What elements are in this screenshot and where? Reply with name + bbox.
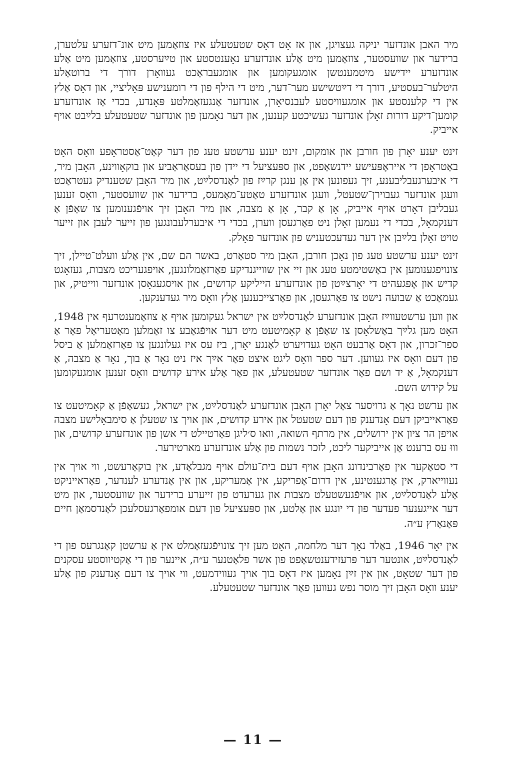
paragraph-4: און ווען ערשטעווײַז האָבן אונדזערע לאַנדסלײַט אין ישראל געקומען אויף אַ צוזאַמענטרעף אין 1948, האָט מען גלײַך באַשלאָסן צו שאַפֿן אַ קאָמיטעט מיט דער אויפֿגאַבע צו זאַמלען מאַטעריאַל פאַר אַ ספר־זכרון, און דאָס אַרבעט האָט געדויערט לאַנגע יאָרן, ביז עס איז געלונגען צו פאַרזאַמלען אַ ביסל פון דעם וואָס איז געווען. דער ספר וואָס ליגט איצט פאַר אײַך איז ניט נאָר אַ בוך, נאָר אַ מצבה, אַ דענקמאָל, אַ יד ושם פאַר אונדזער שטעטעלע, און פאַר אַלע אירע קדושים וואָס זענען אומגעקומען על קידוש השם. <box>54 310 458 394</box>
document-page <box>54 38 458 728</box>
page-number: — 11 — <box>223 733 283 748</box>
paragraph-1: מיר האבן אונדזער יניקה געצויגן, און אז אָט דאָס שטעטעלע איז צוזאַמען מיט אונ־דזערע עלטערן, ברידער און שוועסטער, צוזאַמען מיט אַלע אונדזערע נאָענטסטע און טײַערסטע, צוזאַמען מיט אַלע אונדזערע יידישע מיטמענטשן אומגעקומען און אומגעבראַכט געוואָרן דורך די ברוטאַלע היטלער־בעסטיע, דורך די דײַטשישע מער־דער, מיט די הילף פון די רומענישע פּאָליציי, און דאָס אַלץ אין די קלענסטע און אומגעוויסטע לעבנסיאָרן, אונדזער אַנגעזאַמלטע פּאָנדע, בכדי אַז אונדזערע קומען־דיקע דורות זאָלן אונדזער געשיכטע קענען, און דער נאָמען פון אונדזער שטעטעלע בלײַבט אויף אייביק. <box>54 39 458 137</box>
paragraph-3: זינט יענע ערשטע טעג פון נאָכן חורבן, האָבן מיר סטאַרט, באשר הם שם, אין אַלע וועלט־טיילן, זיך צונויפגענומען אין באַשטימטע טעג און זיי אין שווייגנדיקע פאַרזאַמלונגען, אויפגעריכט מצבות, געזאָגט קדיש און אָפּגעהיט די יאָרצײַטן פון אונדזערע הייליקע קדושים, און אויסגעגאָסן אונדזער ווייטיק, און געמאַכט אַ שבועה נישט צו פאַרגעסן, און פאַרצייכענען אַלץ וואָס מיר געדענקען. <box>54 249 458 305</box>
paragraph-2: זינט יענע יאָרן פון חורבן און אומקום, זינט יענע ערשטע טעג פון דער קאַט־אַסטראָפע וואָס האָט באַטראָפן די אייראָפּעישע יידנשאַפט, און ספּעציעל די יידן פון בעסאַראַביע און בוקאָווינע, האָבן מיר, די איבערגעבליבענע, זיך געפונען אין אַן ענגן קרײַז פון לאַנדסלײַט, און מיר האָבן שטענדיק געטראַכט וועגן אונדזער געבוירן־שטעטל, וועגן אונדזערע טאַטע־מאַמעס, ברידער און שוועסטער, וואָס זענען געבליבן דאָרט אויף אייביק, אָן אַ קבר, אָן אַ מצבה, און מיר האָבן זיך אויפֿגענומען צו שאַפֿן אַ דענקמאָל, בכדי די נעמען זאָלן ניט פאַרגעסן ווערן, בכדי די איבערלעבונגען פון זייער לעבן און זייער טויט זאָלן בלײַבן אין דער געדעכטעניש פון אונדזער פאָלק. <box>54 146 458 244</box>
paragraph-7: אין יאָר 1946, באַלד נאָך דער מלחמה, האָט מען זיך צונויפֿגעזאַמלט אין אַ ערשטן קאַנגרעס פון די לאַנדסלײַט, אונטער דער פּרעזידענטשאַפט פון אשר פלאַטנער ע״ה, איינער פון די אַקטיווסטע עסקנים פון דער שטאָט, און אין זײַן נאָמען איז דאָס בוך אויך געווידמעט, ווי אויך צו דעם אָנדענק פון אַלע יענע וואָס האָבן זיך מוסר נפש געווען פאַר אונדזער שטעטעלע. <box>54 539 458 595</box>
paragraph-5: און ערשט נאָך אַ גרויסער צאַל יאָרן האָבן אונדזערע לאַנדסלײַט, אין ישראל, געשאַפֿן אַ קאָמיטעט צו פאַראייביקן דעם אָנדענק פון דעם שטעטל און אירע קדושים, און אויך צו שטעלן אַ סימבאָלישע מצבה אויפן הר ציון אין ירושלים, אין מרתף השואה, וואו ס׳ליגן פאַרטיילט די אשן פון אונדזערע קדושים, און וווּ עס ברענט אַן אייביקער ליכט, לזכר נשמות פון אַלע אונדזערע מארטירער. <box>54 399 458 455</box>
paragraph-6: די סטאַקער אין פאַרבינדונג האָבן אויף דעם בית־עולם אויף מגבלאַדע, אין בוקאַרעשט, ווי אויך אין נעווייארק, אין אַרגענטינע, אין דרום־אַפריקע, אין אַמעריקע, און אין אַנדערע לענדער, פאַראייניקט אַלע לאַנדסלײַט, און אויפֿגעשטעלט מצבות און גערעדט פון זייערע ברידער און שוועסטער, און מיט דער אייגענער פעדער פון די יונגע און אַלטע, און ספּעציעל פון דעם אומפאַרגעסלעכן לאַנדסמאַן חיים פּאַנאַרץ ע״ה. <box>54 460 458 530</box>
